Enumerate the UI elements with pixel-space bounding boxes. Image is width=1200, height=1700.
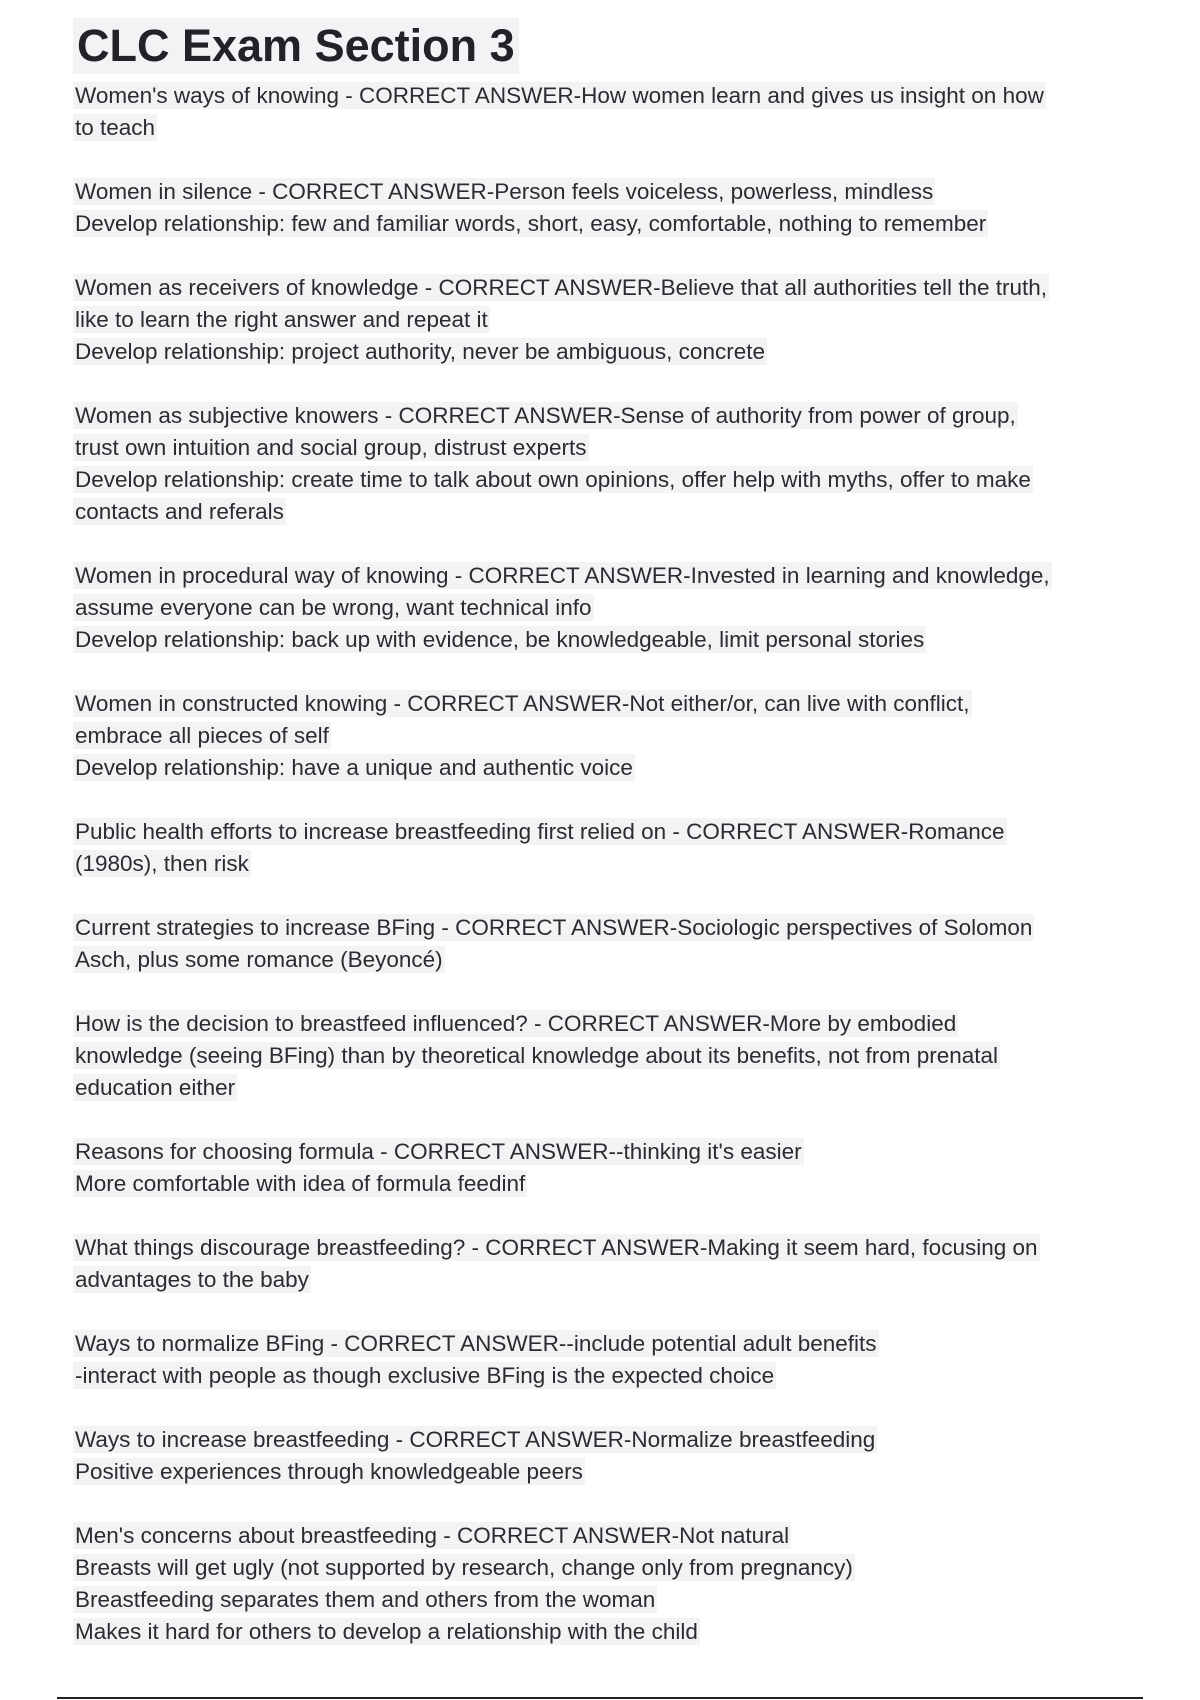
flashcard-text: How is the decision to breastfeed influenced? - CORRECT ANSWER-More by embodied [75,1011,957,1036]
flashcard-question-line [73,1424,1133,1456]
flashcard-entry [73,1008,1133,1104]
flashcard-entry [73,560,1133,656]
flashcard-question-line [73,816,1133,848]
flashcard-answer-line [73,1616,1133,1648]
flashcard-text: Develop relationship: back up with evidence, be knowledgeable, limit personal stories [75,627,925,652]
flashcard-question-line [73,400,1133,432]
flashcard-text: Breasts will get ugly (not supported by research, change only from pregnancy) [75,1555,853,1580]
flashcard-answer-line [73,1264,1133,1296]
flashcard-text: Develop relationship: few and familiar words, short, easy, comfortable, nothing to remember [75,211,987,236]
flashcard-answer-line [73,1456,1133,1488]
flashcard-entry [73,80,1133,144]
flashcard-answer-line [73,752,1133,784]
flashcard-answer-line [73,1584,1133,1616]
flashcard-answer-line [73,1040,1133,1072]
flashcard-answer-line [73,432,1133,464]
flashcard-text: Positive experiences through knowledgeable peers [75,1459,583,1484]
flashcard-list [73,80,1133,1680]
flashcard-entry [73,400,1133,528]
flashcard-text: Ways to increase breastfeeding - CORRECT ANSWER-Normalize breastfeeding [75,1427,876,1452]
flashcard-entry [73,816,1133,880]
flashcard-entry [73,1424,1133,1488]
flashcard-text: Breastfeeding separates them and others from the woman [75,1587,656,1612]
flashcard-answer-line [73,848,1133,880]
flashcard-entry [73,912,1133,976]
flashcard-text: assume everyone can be wrong, want technical info [75,595,592,620]
flashcard-text: Public health efforts to increase breastfeeding first relied on - CORRECT ANSWER-Romance [75,819,1005,844]
flashcard-question-line [73,176,1133,208]
flashcard-text: Women in constructed knowing - CORRECT ANSWER-Not either/or, can live with conflict, [75,691,970,716]
flashcard-answer-line [73,208,1133,240]
flashcard-question-line [73,272,1133,304]
flashcard-text: (1980s), then risk [75,851,249,876]
flashcard-text: Current strategies to increase BFing - CORRECT ANSWER-Sociologic perspectives of Solomon [75,915,1033,940]
flashcard-text: Women's ways of knowing - CORRECT ANSWER-How women learn and gives us insight on how [75,83,1044,108]
flashcard-text: Asch, plus some romance (Beyoncé) [75,947,443,972]
flashcard-question-line [73,1232,1133,1264]
flashcard-text: Reasons for choosing formula - CORRECT ANSWER--thinking it's easier [75,1139,802,1164]
flashcard-text: Develop relationship: have a unique and authentic voice [75,755,633,780]
flashcard-answer-line [73,464,1133,496]
flashcard-text: Women in silence - CORRECT ANSWER-Person feels voiceless, powerless, mindless [75,179,934,204]
flashcard-text: Develop relationship: create time to talk about own opinions, offer help with myths, offer to make [75,467,1031,492]
flashcard-text: to teach [75,115,156,140]
flashcard-entry [73,176,1133,240]
document-title: CLC Exam Section 3 [73,18,519,74]
flashcard-answer-line [73,720,1133,752]
flashcard-question-line [73,1520,1133,1552]
flashcard-answer-line [73,1360,1133,1392]
flashcard-answer-line [73,1072,1133,1104]
flashcard-text: -interact with people as though exclusive BFing is the expected choice [75,1363,775,1388]
flashcard-answer-line [73,336,1133,368]
flashcard-answer-line [73,1168,1133,1200]
flashcard-entry [73,272,1133,368]
flashcard-text: Ways to normalize BFing - CORRECT ANSWER--include potential adult benefits [75,1331,877,1356]
flashcard-question-line [73,560,1133,592]
flashcard-text: education either [75,1075,236,1100]
flashcard-question-line [73,1136,1133,1168]
flashcard-text: Makes it hard for others to develop a relationship with the child [75,1619,698,1644]
flashcard-entry [73,688,1133,784]
flashcard-text: More comfortable with idea of formula feedinf [75,1171,526,1196]
flashcard-question-line [73,1008,1133,1040]
flashcard-text: Women in procedural way of knowing - CORRECT ANSWER-Invested in learning and knowledge, [75,563,1050,588]
flashcard-answer-line [73,112,1133,144]
flashcard-answer-line [73,304,1133,336]
flashcard-answer-line [73,496,1133,528]
flashcard-entry [73,1232,1133,1296]
flashcard-answer-line [73,944,1133,976]
flashcard-text: embrace all pieces of self [75,723,329,748]
flashcard-text: like to learn the right answer and repeat it [75,307,488,332]
flashcard-entry [73,1136,1133,1200]
flashcard-text: contacts and referals [75,499,284,524]
flashcard-text: Men's concerns about breastfeeding - CORRECT ANSWER-Not natural [75,1523,790,1548]
flashcard-entry [73,1520,1133,1648]
flashcard-answer-line [73,624,1133,656]
page-bottom-divider [57,1697,1143,1699]
flashcard-question-line [73,688,1133,720]
flashcard-question-line [73,1328,1133,1360]
flashcard-answer-line [73,1552,1133,1584]
flashcard-text: What things discourage breastfeeding? - CORRECT ANSWER-Making it seem hard, focusing on [75,1235,1038,1260]
flashcard-text: Develop relationship: project authority, never be ambiguous, concrete [75,339,765,364]
flashcard-text: advantages to the baby [75,1267,309,1292]
flashcard-answer-line [73,592,1133,624]
flashcard-question-line [73,912,1133,944]
flashcard-text: knowledge (seeing BFing) than by theoretical knowledge about its benefits, not from prenatal [75,1043,999,1068]
flashcard-text: trust own intuition and social group, distrust experts [75,435,587,460]
flashcard-entry [73,1328,1133,1392]
flashcard-question-line [73,80,1133,112]
flashcard-text: Women as receivers of knowledge - CORRECT ANSWER-Believe that all authorities tell the truth, [75,275,1048,300]
flashcard-text: Women as subjective knowers - CORRECT ANSWER-Sense of authority from power of group, [75,403,1016,428]
